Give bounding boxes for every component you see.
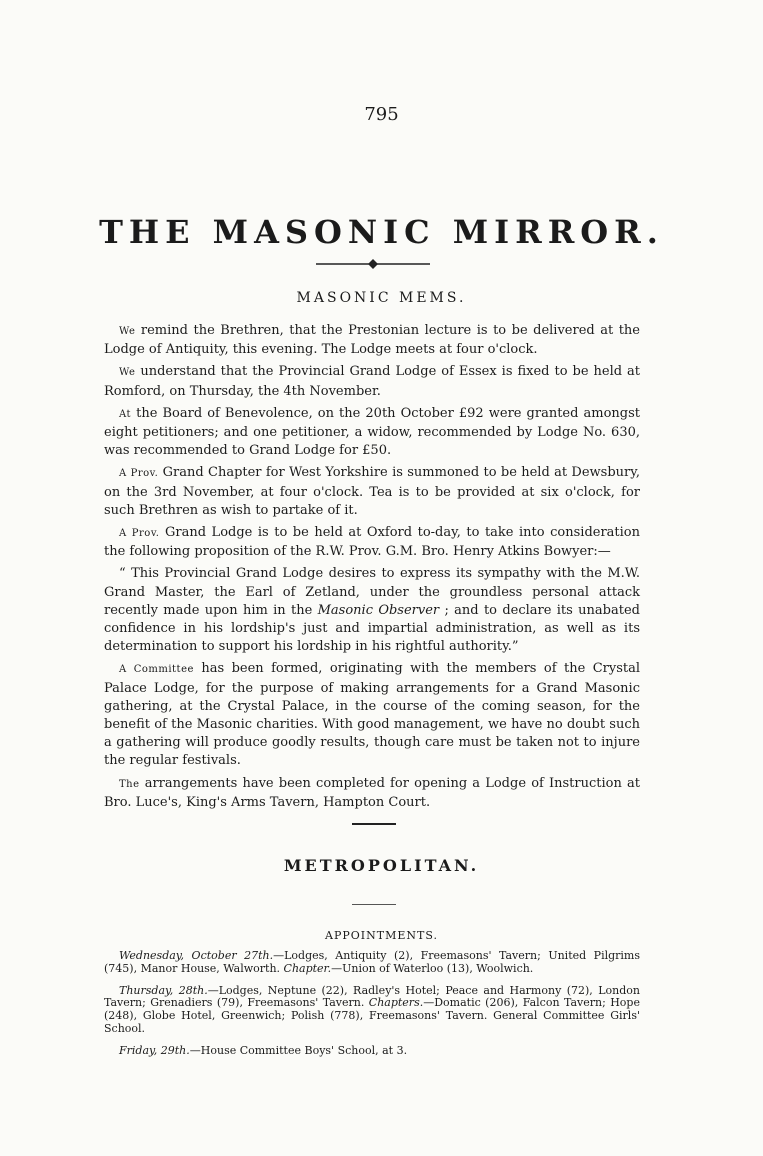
mem-paragraph — [104, 524, 640, 561]
chapter-text: —Domatic (206), Falcon Tavern; Hope (248), Globe Hotel, Greenwich; Polish (778), Freemasons' Tavern. General Committee Girls' School. — [104, 996, 640, 1035]
chapter-label: Chapters. — [368, 996, 424, 1010]
mem-text: Grand Chapter for West Yorkshire is summoned to be held at Dewsbury, on the 3rd November, at four o'clock. Tea is to be provided at six o'clock, for such Brethren as wish to partake of it. — [104, 465, 640, 518]
appointment-entry — [104, 950, 640, 976]
mem-paragraph — [104, 464, 640, 520]
mem-lead: At — [119, 408, 132, 420]
appointment-day: Friday, 29th. — [119, 1043, 190, 1057]
quote-publication: Masonic Observer — [317, 602, 440, 618]
appointment-entry — [104, 1045, 640, 1058]
mem-paragraph — [104, 775, 640, 812]
mem-text: understand that the Provincial Grand Lodge of Essex is fixed to be held at Romford, on Thursday, the 4th November. — [104, 364, 640, 399]
mem-paragraph — [104, 322, 640, 359]
appointment-day: Wednesday, October 27th. — [119, 949, 274, 962]
chapter-label: Chapter. — [283, 961, 332, 975]
section-divider — [352, 823, 396, 825]
mem-text: has been formed, originating with the members of the Crystal Palace Lodge, for the purpose of making arrangements for a Grand Masonic gathering, at the Crystal Palace, in the course of the coming season, for the benefit of the Masonic charities. With good management, we have no doubt such a gathering will produce goodly results, though care must be taken not to injure the regular festivals. — [104, 661, 641, 769]
mem-lead: A Prov. — [119, 528, 160, 540]
mem-lead: The — [119, 778, 140, 790]
mem-paragraph — [104, 660, 640, 770]
appointment-text: —House Committee Boys' School, at 3. — [189, 1043, 408, 1057]
appointments-list — [104, 950, 640, 1067]
page-number: 795 — [364, 104, 399, 125]
appointment-text: —Lodges, Antiquity (2), Freemasons' Tavern; United Pilgrims (745), Manor House, Walworth. — [104, 949, 641, 975]
appointment-text: —Lodges, Neptune (22), Radley's Hotel; Peace and Harmony (72), London Tavern; Grenadiers (79), Freemasons' Tavern. — [104, 983, 640, 1010]
short-divider — [352, 904, 396, 905]
appointment-day: Thursday, 28th. — [119, 983, 208, 997]
quote-text: “ This Provincial Grand Lodge desires to express its sympathy with the M.W. Grand Master, the Earl of Zetland, under the groundless personal attack recently made upon him in the — [104, 566, 640, 618]
masonic-mems-heading: MASONIC MEMS. — [296, 290, 467, 306]
mem-text: the Board of Benevolence, on the 20th October £92 were granted amongst eight petitioners; and one petitioner, a widow, recommended by Lodge No. 630, was recommended to Grand Lodge for £50. — [104, 405, 640, 459]
mem-lead: We — [119, 326, 136, 337]
quote-text: ; and to declare its unabated confidence in his lordship's just and impartial administration, as well as its determination to support his lordship in his rightful authority.” — [104, 602, 640, 655]
mem-lead: A Prov. — [119, 468, 159, 480]
masonic-mems-body — [104, 322, 640, 816]
chapter-text: —Union of Waterloo (13), Woolwich. — [331, 961, 534, 975]
mem-lead: A Committee — [119, 664, 194, 676]
resolution-quote — [104, 565, 640, 656]
mem-paragraph — [104, 405, 640, 461]
diamond-rule-ornament — [316, 256, 430, 272]
mem-lead: We — [119, 367, 136, 379]
metropolitan-heading: METROPOLITAN. — [283, 856, 480, 875]
mem-text: Grand Lodge is to be held at Oxford to-day, to take into consideration the following proposition of the R.W. Prov. G.M. Bro. Henry Atkins Bowyer:— — [104, 525, 640, 560]
mem-text: remind the Brethren, that the Prestonian lecture is to be delivered at the Lodge of Antiquity, this evening. The Lodge meets at four o'clock. — [104, 323, 640, 358]
page-title: THE MASONIC MIRROR. — [99, 213, 664, 251]
mem-text: arrangements have been completed for opening a Lodge of Instruction at Bro. Luce's, King's Arms Tavern, Hampton Court. — [104, 775, 640, 810]
mem-paragraph — [104, 363, 640, 400]
appointments-heading: APPOINTMENTS. — [325, 929, 438, 942]
appointment-entry — [104, 985, 640, 1036]
